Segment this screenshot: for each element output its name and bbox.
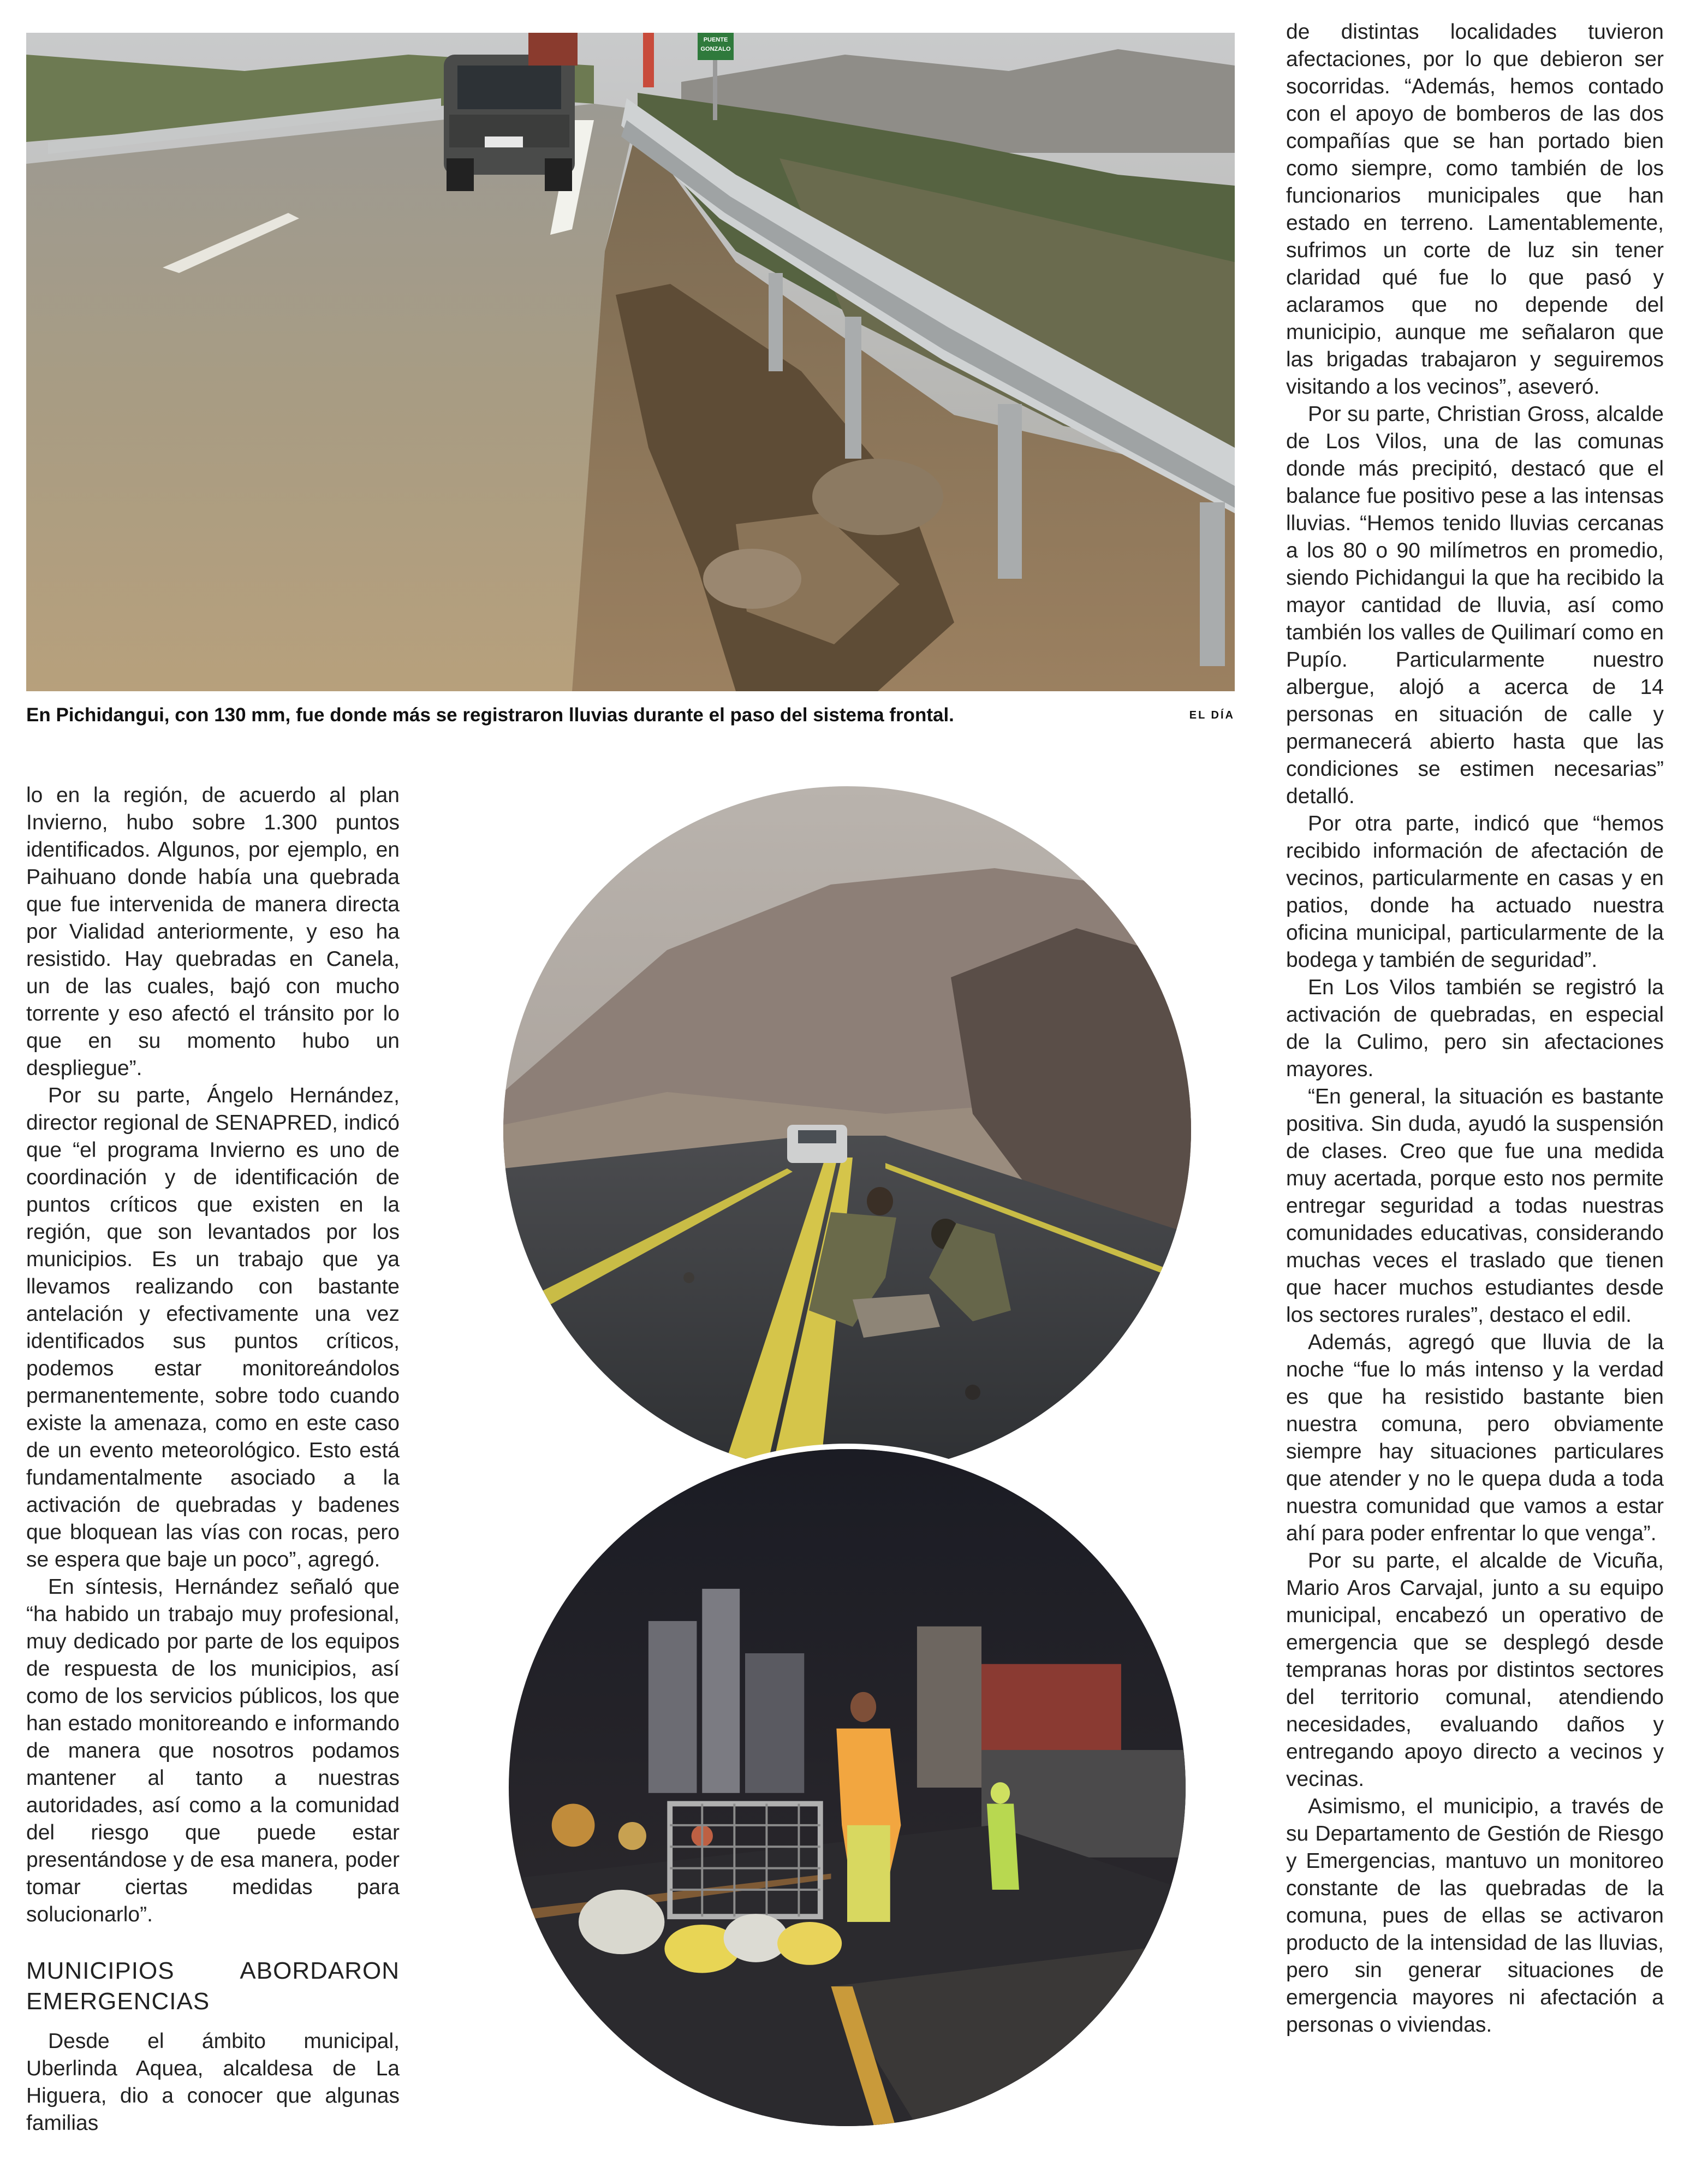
road-damage-photo: [26, 33, 1235, 691]
paragraph: Por su parte, Ángelo Hernández, director regional de SENAPRED, indicó que “el programa Invierno es uno de coordinación y de identificación de puntos críticos que existen en la región, que son levantados por los municipios. Es un trabajo que ya llevamos realizando con bastante antelación y efectivamente una vez identificados sus puntos críticos, podemos estar monitoreándolos permanentemente, sobre todo cuando existe la amenaza, como en este caso de un evento meteorológico. Esto está fundamentalmente asociado a la activación de quebradas y badenes que bloquean las vías con rocas, pero se espera que baje un poco”, agregó.: [26, 1084, 400, 1571]
paragraph: Además, agregó que lluvia de la noche “fue lo más intenso y la verdad es que ha resistido bastante bien nuestra comuna, pero obviamente siempre hay situaciones particulares que atender y no le quepa duda a toda nuestra comunidad que vamos a estar ahí para poder enfrentar lo que venga”.: [1286, 1331, 1664, 1545]
left-text-column: [26, 782, 400, 2137]
rock-removal-photo: [503, 786, 1191, 1474]
road-sign-line1: PUENTE: [703, 37, 728, 43]
paragraph: lo en la región, de acuerdo al plan Invierno, hubo sobre 1.300 puntos identificados. Algunos, por ejemplo, en Paihuano donde había una quebrada que fue intervenida de manera directa por Vialidad anteriormente, y eso ha resistido. Hay quebradas en Canela, un de las cuales, bajó con mucho torrente y eso afectó el tránsito por lo que en su momento hubo un despliegue”.: [26, 784, 400, 1080]
paragraph: En síntesis, Hernández señaló que “ha habido un trabajo muy profesional, muy dedicado por parte de los equipos de respuesta de los municipios, así como de los servicios públicos, los que han estado monitoreando e informando de manera que nosotros podamos mantener al tanto a nuestras autoridades, así como a la comunidad del riesgo que puede estar presentándose y de esa manera, poder tomar ciertas medidas para solucionarlo”.: [26, 1575, 400, 1926]
right-text-column: [1286, 19, 1664, 2039]
section-subheading: MUNICIPIOS ABORDARON EMERGENCIAS: [26, 1957, 400, 2015]
road-sign-line2: GONZALO: [700, 46, 731, 52]
paragraph: Por su parte, Christian Gross, alcalde de Los Vilos, una de las comunas donde más precipitó, destacó que el balance fue positivo pese a las intensas lluvias. “Hemos tenido lluvias cercanas a los 80 o 90 milímetros en promedio, siendo Pichidangui la que ha recibido la mayor cantidad de lluvia, así como también los valles de Quilimarí como en Pupío. Particularmente nuestro albergue, alojó a acerca de 14 personas en situación de calle y permanecerá abierto hasta que las condiciones se estimen necesarias” detalló.: [1286, 402, 1664, 808]
night-barrier-photo: [503, 1444, 1191, 2132]
photo-caption: [26, 699, 1235, 732]
paragraph: Desde el ámbito municipal, Uberlinda Aquea, alcaldesa de La Higuera, dio a conocer que algunas familias: [26, 2029, 400, 2135]
paragraph: de distintas localidades tuvieron afectaciones, por lo que debieron ser socorridas. “Además, hemos contado con el apoyo de bomberos de las dos compañías que se han portado bien como siempre, como también de los funcionarios municipales que han estado en terreno. Lamentablemente, sufrimos un corte de luz sin tener claridad qué fue lo que pasó y aclaramos que no depende del municipio, aunque me señalaron que las brigadas trabajaron y seguiremos visitando a los vecinos”, aseveró.: [1286, 20, 1664, 399]
photo-credit: EL DÍA: [1189, 709, 1235, 721]
paragraph: Por otra parte, indicó que “hemos recibido información de afectación de vecinos, particularmente en casas y en patios, donde ha actuado nuestra oficina municipal, particularmente de la bodega y también de seguridad”.: [1286, 812, 1664, 972]
paragraph: Por su parte, el alcalde de Vicuña, Mario Aros Carvajal, junto a su equipo municipal, encabezó un operativo de emergencia que se desplegó desde tempranas horas por distintos sectores del territorio comunal, atendiendo necesidades, evaluando daños y entregando apoyo directo a vecinos y vecinas.: [1286, 1549, 1664, 1791]
paragraph: Asimismo, el municipio, a través de su Departamento de Gestión de Riesgo y Emergencias, mantuvo un monitoreo constante de las quebradas de la comuna, pues de ellas se activaron producto de la intensidad de las lluvias, pero sin generar situaciones de emergencia mayores ni afectación a personas o viviendas.: [1286, 1795, 1664, 2037]
caption-text: En Pichidangui, con 130 mm, fue donde más se registraron lluvias durante el paso del sistema frontal.: [26, 704, 954, 726]
paragraph: En Los Vilos también se registró la activación de quebradas, en especial de la Culimo, pero sin afectaciones mayores.: [1286, 976, 1664, 1081]
paragraph: “En general, la situación es bastante positiva. Sin duda, ayudó la suspensión de clases. Creo que fue una medida muy acertada, porque esto nos permite entregar seguridad a todas nuestras comunidades educativas, considerando muchas veces el traslado que tienen que hacer muchos estudiantes desde los sectores rurales”, destaco el edil.: [1286, 1085, 1664, 1327]
